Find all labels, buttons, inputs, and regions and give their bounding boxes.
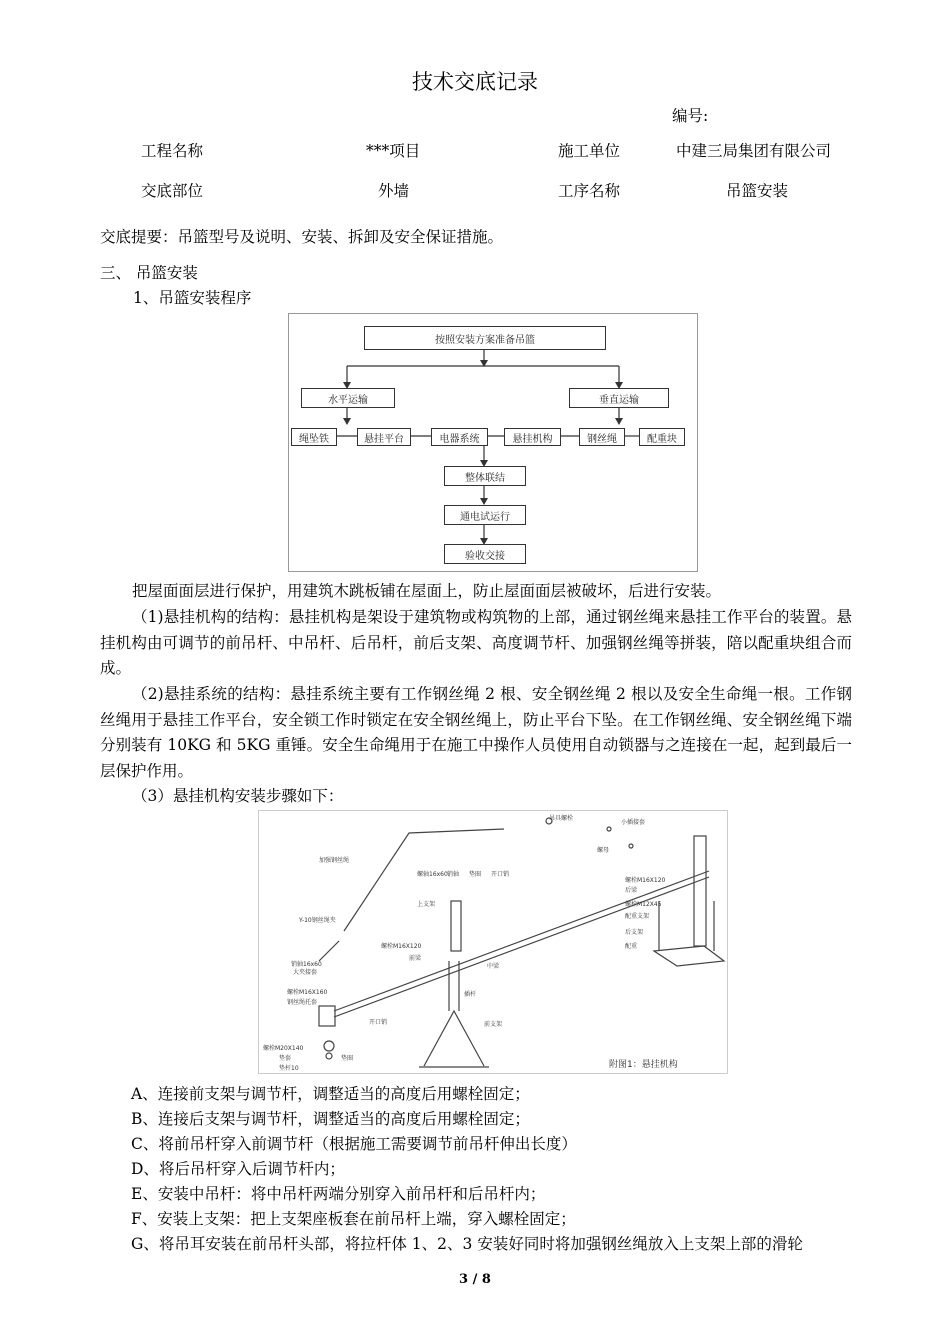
process-value: 吊篮安装	[726, 182, 789, 200]
diagram-label: 插杆	[464, 991, 477, 998]
diagram-label: 销轴16x60	[291, 961, 322, 968]
step-item: A、连接前支架与调节杆，调整适当的高度后用螺栓固定；	[131, 1085, 530, 1103]
diagram-label: 销轴	[447, 871, 460, 878]
diagram-label: 垫杆10	[279, 1065, 299, 1072]
diagram-label: 螺栓M20X140	[263, 1045, 304, 1052]
paragraph-suspension-system: （2)悬挂系统的结构：悬挂系统主要有工作钢丝绳 2 根、安全钢丝绳 2 根以及安全生命绳一根。工作钢丝绳用于悬挂工作平台，安全锁工作时锁定在安全钢丝绳上，防止平台下坠。在工作钢丝绳、安全钢丝绳下端分别装有 10KG 和 5KG 重锤。安全生命绳用于在施工中操作人员使用自动锁器与之连接在一起，起到最后一层保护作用。	[100, 685, 853, 780]
contractor-value: 中建三局集团有限公司	[676, 142, 832, 160]
subsection-heading: 1、吊篮安装程序	[133, 289, 252, 307]
diagram-label: 后支架	[625, 929, 644, 936]
flow-counterweight: 配重块	[639, 428, 685, 446]
project-name-value: ***项目	[366, 142, 421, 160]
flow-vertical-transport: 垂直运输	[569, 388, 669, 408]
flow-electrical: 电器系统	[431, 428, 488, 446]
diagram-label: 开口销	[491, 871, 510, 878]
step-item: D、将后吊杆穿入后调节杆内；	[131, 1160, 345, 1178]
flow-rope-weight: 绳坠铁	[291, 428, 337, 446]
diagram-label: 螺栓M16X120	[625, 877, 666, 884]
location-label: 交底部位	[141, 182, 204, 200]
flow-suspension: 悬挂机构	[504, 428, 561, 446]
step-item: G、将吊耳安装在前吊杆头部，将拉杆体 1、2、3 安装好同时将加强钢丝绳放入上支架上部的滑轮	[131, 1235, 803, 1253]
diagram-label: 配重	[625, 943, 638, 950]
diagram-label: 开口销	[369, 1019, 388, 1026]
location-value: 外墙	[378, 182, 410, 200]
step-item: F、安装上支架：把上支架座板套在前吊杆上端，穿入螺栓固定；	[131, 1210, 576, 1228]
diagram-label: 螺栓M16X120	[381, 943, 422, 950]
diagram-label: 垫圈	[469, 871, 482, 878]
process-label: 工序名称	[558, 182, 621, 200]
step-item: B、连接后支架与调节杆，调整适当的高度后用螺栓固定；	[131, 1110, 530, 1128]
flowchart-figure	[288, 313, 698, 572]
flow-test-run: 通电试运行	[444, 505, 526, 525]
suspension-drawing	[259, 811, 727, 1073]
diagram-label: 钢丝绳托套	[287, 999, 318, 1006]
diagram-label: 前支架	[484, 1021, 503, 1028]
step-item: C、将前吊杆穿入前调节杆（根据施工需要调节前吊杆伸出长度）	[131, 1135, 577, 1153]
diagram-label: 加强钢丝绳	[319, 857, 350, 864]
document-title: 技术交底记录	[412, 70, 538, 94]
diagram-label: 大夹接套	[293, 969, 318, 976]
flow-acceptance: 验收交接	[444, 544, 526, 564]
diagram-label: 垫圈	[341, 1055, 354, 1062]
flow-wire-rope: 钢丝绳	[579, 428, 625, 446]
diagram-label: Y-10钢丝绳夹	[299, 917, 336, 924]
flow-platform: 悬挂平台	[357, 428, 411, 446]
flow-top-box: 按照安装方案准备吊篮	[364, 326, 606, 350]
flow-horizontal-transport: 水平运输	[301, 388, 395, 408]
diagram-label: 垫套	[279, 1055, 292, 1062]
diagram-label: 后梁	[625, 887, 638, 894]
summary: 交底提要：吊篮型号及说明、安装、拆卸及安全保证措施。	[100, 228, 504, 246]
page-number: 3 / 8	[459, 1272, 491, 1287]
diagram-label: 吊具螺栓	[549, 815, 574, 822]
diagram-label: 上支架	[417, 901, 436, 908]
step-item: E、安装中吊杆：将中吊杆两端分别穿入前吊杆和后吊杆内；	[131, 1185, 546, 1203]
diagram-label: 小插接套	[621, 819, 646, 826]
flowchart-connectors	[289, 314, 697, 571]
diagram-label: 中梁	[487, 963, 500, 970]
diagram-label: 前梁	[409, 955, 422, 962]
project-name-label: 工程名称	[141, 142, 204, 160]
paragraph-protection: 把屋面面层进行保护，用建筑木跳板铺在屋面上，防止屋面面层被破坏，后进行安装。	[132, 582, 722, 600]
contractor-label: 施工单位	[558, 142, 621, 160]
diagram-label: 螺栓M16X160	[287, 989, 328, 996]
section-heading: 三、 吊篮安装	[100, 264, 198, 282]
flow-connect: 整体联结	[444, 466, 526, 486]
diagram-caption: 附图1：悬挂机构	[609, 1060, 678, 1070]
diagram-label: 配重支架	[625, 913, 650, 920]
diagram-label: 螺母	[597, 847, 610, 854]
suspension-diagram	[258, 810, 728, 1074]
paragraph-install-steps-intro: （3）悬挂机构安装步骤如下：	[132, 787, 344, 805]
paragraph-suspension-structure: （1)悬挂机构的结构：悬挂机构是架设于建筑物或构筑物的上部，通过钢丝绳来悬挂工作平台的装置。悬挂机构由可调节的前吊杆、中吊杆、后吊杆，前后支架、高度调节杆、加强钢丝绳等拼装，陪以配重块组合而成。	[100, 608, 852, 677]
diagram-label: 螺轴16x60	[417, 871, 448, 878]
diagram-label: 螺栓M12X45	[625, 901, 662, 908]
number-label: 编号:	[672, 107, 709, 125]
